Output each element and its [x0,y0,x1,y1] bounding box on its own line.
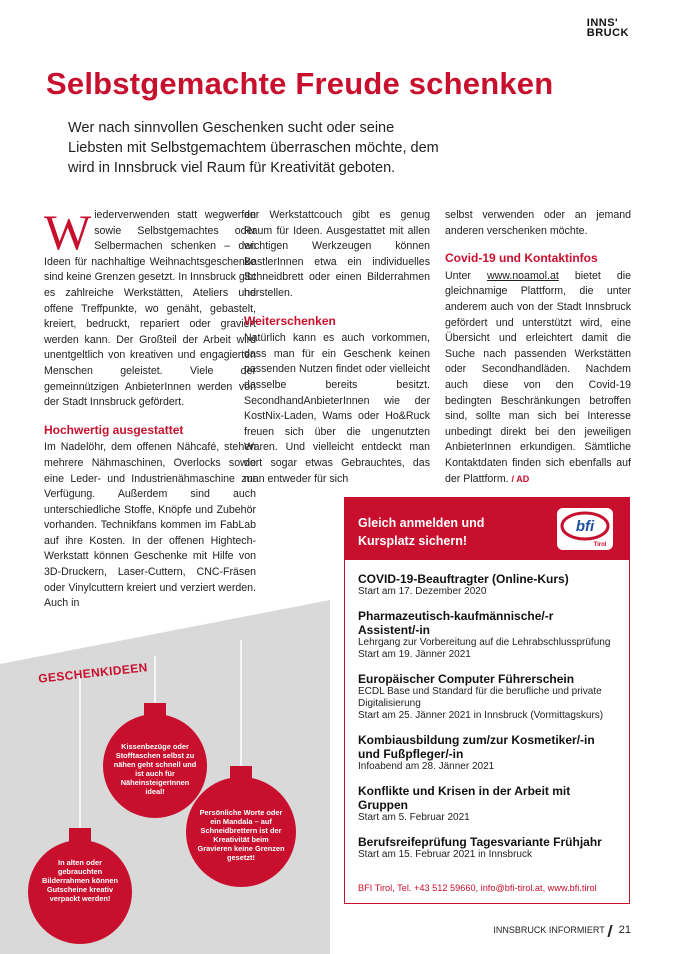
course-box [344,497,630,904]
ornament-text-1: Kissenbezüge oder Stofftaschen selbst zu nähen geht schnell und ist auch für NäheinsteigerInnen ideal! [113,742,197,796]
ornament-text-3: In alten oder gebrauchten Bilderrahmen können Gutscheine kreativ verpackt werden! [42,858,118,903]
column-3 [445,208,631,487]
course-item [358,609,616,661]
footer-label: INNSBRUCK INFORMIERT [493,925,605,935]
course-footer: BFI Tirol, Tel. +43 512 59660, info@bfi-tirol.at, www.bfi.tirol [358,883,597,893]
logo-line2: BRUCK [586,27,629,39]
column-1 [44,204,256,612]
course-title: Berufsreifeprüfung Tagesvariante Frühjahr [358,835,602,849]
course-header [345,498,629,560]
col3-paragraph-2 [445,269,631,487]
bfi-logo-sub: Tirol [593,542,607,548]
col3-heading: Covid-19 und Kontaktinfos [445,251,598,266]
course-header-text: Gleich anmelden und Kursplatz sichern! [358,516,485,548]
col3-text-post: bietet die gleichnamige Plattform, die unter anderem auch von der Stadt Innsbruck gefördert und unterstützt wird, eine Übersicht und erleichtert damit die Suche nach passenden Werkstätten oder Secondhandläden. Nachdem auch diese von den Covid-19 bedingten Beschränkungen betroffen sind, sollte man sich bei Interesse unbedingt direkt bei den jeweiligen AnbieterInnen erkundigen. Sämtliche Kontaktdaten finden sich ebenfalls auf der Plattform. [445,269,631,485]
course-date: Start am 19. Jänner 2021 [358,649,471,660]
col1-text-1: iederverwenden statt wegwerfen sowie Selbstgemachtes oder Selbermachen schenken – den Ideen für nachhaltige Weihnachtsgeschenke sind keine Grenzen gesetzt. In Innsbruck gibt es zahlreiche Werkstätten, Ateliers und offene Treffpunkte, wo genäht, gebastelt, kreiert, bedruckt, repariert oder graviert werden kann. Der Großteil der Arbeit wird unentgeltlich von kreativen und engagierten Menschen geleistet. Viele der gemeinnützigen AnbieterInnen werden von der Stadt Innsbruck gefördert. [44,209,256,409]
bfi-logo-icon [557,508,613,550]
course-date: Start am 25. Jänner 2021 in Innsbruck (Vormittagskurs) [358,710,604,721]
course-item [358,733,616,773]
course-item [358,672,616,722]
col2-heading: Weiterschenken [244,313,336,328]
page-title: Selbstgemachte Freude schenken [46,66,554,101]
course-item [358,572,616,598]
column-2 [244,208,430,487]
page-footer [493,924,631,937]
col3-paragraph-1: selbst verwenden oder an jemand anderen verschenken möchte. [445,209,631,237]
course-list [345,560,629,861]
course-subtitle: ECDL Base und Standard für die berufliche und private Digitalisierung [358,686,602,709]
footer-divider [607,925,612,937]
col1-paragraph-2: Im Nadelöhr, dem offenen Nähcafé, stehen mehrere Nähmaschinen, Overlocks sowie eine Leder- und Industrienähmaschine zur Verfügung. Außerdem sind auch unterschiedliche Stoffe, Knöpfe und Zubehör vorhanden. Technikfans kommen im FabLab auf ihre Kosten. In der offenen Hightech-Werkstatt können Geschenke mit Hilfe von 3D-Druckern, Laser-Cuttern, CNC-Fräsen oder Vinylcuttern kreiert und verziert werden. Auch in [44,441,256,610]
course-date: Start am 15. Februar 2021 in Innsbruck [358,849,532,860]
page-number: 21 [618,924,631,936]
course-title: Konflikte und Krisen in der Arbeit mit Gruppen [358,784,571,812]
logo-line1: INNS' [586,17,619,29]
course-subtitle: Lehrgang zur Vorbereitung auf die Lehrabschlussprüfung [358,637,611,648]
course-item [358,784,616,824]
author-signature: / AD [511,473,530,484]
course-title: COVID-19-Beauftragter (Online-Kurs) [358,572,569,586]
course-date: Start am 17. Dezember 2020 [358,586,487,597]
ornament-label: GESCHENKIDEEN [37,660,149,686]
author-initials: AD [516,473,530,484]
course-item [358,835,616,861]
col3-text-pre: Unter [445,269,487,282]
innsbruck-logo [587,18,629,38]
col2-paragraph-1: der Werkstattcouch gibt es genug Raum für Ideen. Ausgestattet mit allen wichtigen Werkzeugen können BastlerInnen etwa ein individuelles Schneidbrett oder einen Bilderrahmen herstellen. [244,209,430,299]
course-title: Pharmazeutisch-kaufmännische/-r Assistent/-in [358,609,554,637]
course-title: Europäischer Computer Führerschein [358,672,575,686]
course-date: Infoabend am 28. Jänner 2021 [358,761,495,772]
col1-paragraph-1 [44,204,256,411]
ornament-text-2: Persönliche Worte oder ein Mandala – auf Schneidbrettern ist der Kreativität beim Gravieren keine Grenzen gesetzt! [197,808,285,862]
bfi-logo [557,508,613,550]
lead-paragraph: Wer nach sinnvollen Geschenken sucht oder seine Liebsten mit Selbstgemachtem überraschen möchte, dem wird in Innsbruck viel Raum für Kreativität geboten. [68,120,439,176]
course-date: Start am 5. Februar 2021 [358,812,470,823]
drop-cap: W [44,204,92,260]
col1-heading: Hochwertig ausgestattet [44,422,184,437]
bfi-logo-text: bfi [575,518,595,535]
course-title: Kombiausbildung zum/zur Kosmetiker/-in und Fußpfleger/-in [358,733,595,761]
noamol-link[interactable]: www.noamol.at [486,269,559,282]
col2-paragraph-2: Natürlich kann es auch vorkommen, dass man für ein Geschenk keinen passenden Nutzen findet oder vielleicht dasselbe bereits besitzt. SecondhandAnbieterInnen wie der KostNix-Laden, Wams oder Ho&Ruck freuen sich über die ungenutzten Waren. Und vielleicht entdeckt man dort sogar etwas Gebrauchtes, das man entweder für sich [244,332,430,485]
